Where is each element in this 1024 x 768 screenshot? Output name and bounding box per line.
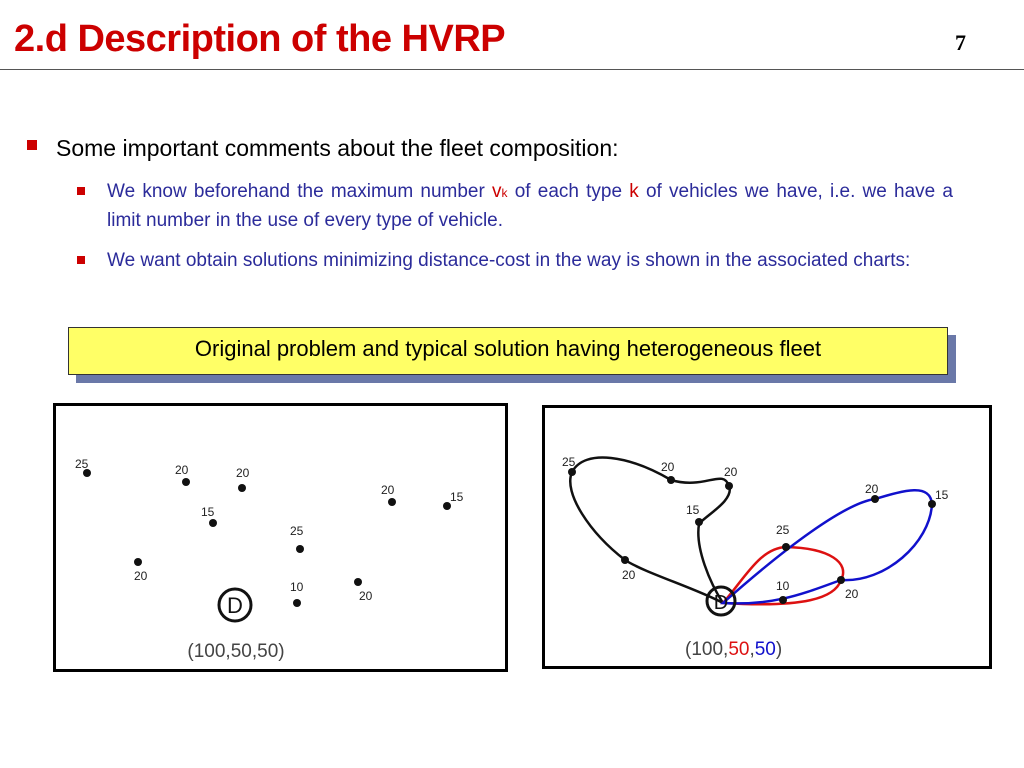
customer-node [296,545,304,553]
slide-title: 2.d Description of the HVRP [14,18,506,60]
customer-node [695,518,703,526]
customer-node [725,482,733,490]
customer-node [354,578,362,586]
route-red [723,547,843,604]
demand-label: 20 [381,483,395,497]
fleet-composition-label: (100,50,50) [685,639,783,660]
customer-node [209,519,217,527]
customer-node [782,543,790,551]
demand-label: 25 [75,457,89,471]
demand-label: 20 [845,587,859,601]
route-blue [723,490,932,603]
depot-label: D [713,592,729,614]
bullet-square-icon [27,140,37,150]
customer-node [837,576,845,584]
demand-label: 15 [450,490,464,504]
demand-label: 10 [776,579,790,593]
demand-label: 15 [935,488,949,502]
customer-node [779,596,787,604]
bullet-square-icon [77,187,85,195]
customer-node [238,484,246,492]
demand-label: 20 [359,589,373,603]
customer-node [871,495,879,503]
customer-node [667,476,675,484]
original-problem-chart [53,403,508,672]
route-black [570,458,730,603]
bullet-sub2-text: We want obtain solutions minimizing distance-cost in the way is shown in the associated charts: [107,250,911,271]
original-problem-svg [56,406,505,669]
demand-label: 20 [175,463,189,477]
demand-label: 20 [724,465,738,479]
demand-label: 15 [201,505,215,519]
demand-label: 20 [661,460,675,474]
demand-label: 20 [236,466,250,480]
title-divider [0,69,1024,70]
solution-chart [542,405,992,669]
caption-text: Original problem and typical solution having heterogeneous fleet [194,336,822,361]
depot-label: D [227,593,243,618]
demand-label: 25 [776,523,790,537]
customer-node [388,498,396,506]
customer-node [621,556,629,564]
page-number: 7 [955,30,966,55]
fleet-composition-label: (100,50,50) [187,641,285,662]
bullet-sub1-text: We know beforehand the maximum number vk of each type k of vehicles we have, i.e. we have a limit number in the use of every type of vehicle. [107,181,954,231]
customer-node [182,478,190,486]
customer-node [568,468,576,476]
demand-label: 20 [622,568,636,582]
caption-box [68,327,948,375]
solution-svg [545,408,989,666]
demand-label: 25 [290,524,304,538]
demand-label: 20 [865,482,879,496]
demand-label: 20 [134,569,148,583]
bullet-square-icon [77,256,85,264]
demand-label: 10 [290,580,304,594]
demand-label: 15 [686,503,700,517]
customer-node [293,599,301,607]
bullet-level1-text: Some important comments about the fleet composition: [56,135,619,161]
demand-label: 25 [562,455,576,469]
customer-node [134,558,142,566]
